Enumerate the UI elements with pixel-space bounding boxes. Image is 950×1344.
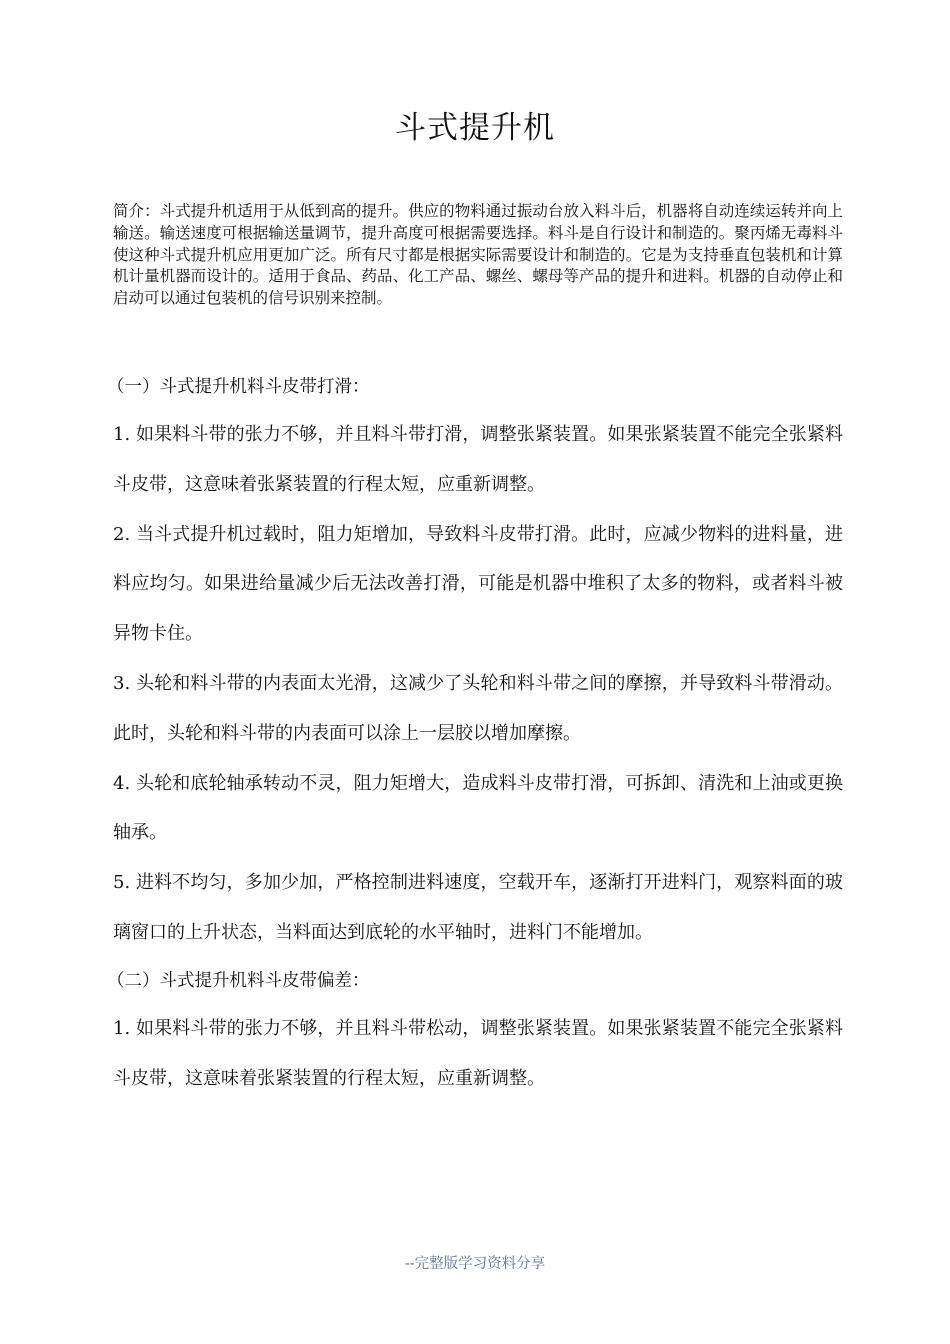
document-body	[107, 364, 843, 1103]
intro-paragraph: 简介：斗式提升机适用于从低到高的提升。供应的物料通过振动台放入料斗后，机器将自动连续运转并向上输送。输送速度可根据输送量调节，提升高度可根据需要选择。料斗是自行设计和制造的。聚丙烯无毒料斗使这种斗式提升机应用更加广泛。所有尺寸都是根据实际需要设计和制造的。它是为支持垂直包装机和计算机计量机器而设计的。适用于食品、药品、化工产品、螺丝、螺母等产品的提升和进料。机器的自动停止和启动可以通过包装机的信号识别来控制。	[113, 202, 843, 308]
section-heading-belt-deviation: （二）斗式提升机料斗皮带偏差：	[107, 970, 370, 991]
list-item: 2. 当斗式提升机过载时，阻力矩增加，导致料斗皮带打滑。此时，应减少物料的进料量，进料应均匀。如果进给量减少后无法改善打滑，可能是机器中堆积了太多的物料，或者料斗被异物卡住。	[113, 523, 843, 645]
page-footer: --完整版学习资料分享	[404, 1256, 546, 1272]
list-item: 1. 如果料斗带的张力不够，并且料斗带打滑，调整张紧装置。如果张紧装置不能完全张紧料斗皮带，这意味着张紧装置的行程太短，应重新调整。	[113, 424, 843, 495]
document-title: 斗式提升机	[395, 110, 555, 146]
list-item: 4. 头轮和底轮轴承转动不灵，阻力矩增大，造成料斗皮带打滑，可拆卸、清洗和上油或更换轴承。	[113, 772, 843, 844]
list-item: 3. 头轮和料斗带的内表面太光滑，这减少了头轮和料斗带之间的摩擦，并导致料斗带滑动。此时，头轮和料斗带的内表面可以涂上一层胶以增加摩擦。	[113, 672, 843, 744]
section-heading-belt-slipping: （一）斗式提升机料斗皮带打滑：	[107, 377, 370, 397]
list-item: 1. 如果料斗带的张力不够，并且料斗带松动，调整张紧装置。如果张紧装置不能完全张紧料斗皮带，这意味着张紧装置的行程太短，应重新调整。	[113, 1017, 843, 1089]
list-item: 5. 进料不均匀，多加少加，严格控制进料速度，空载开车，逐渐打开进料门，观察料面的玻璃窗口的上升状态，当料面达到底轮的水平轴时，进料门不能增加。	[113, 872, 843, 943]
